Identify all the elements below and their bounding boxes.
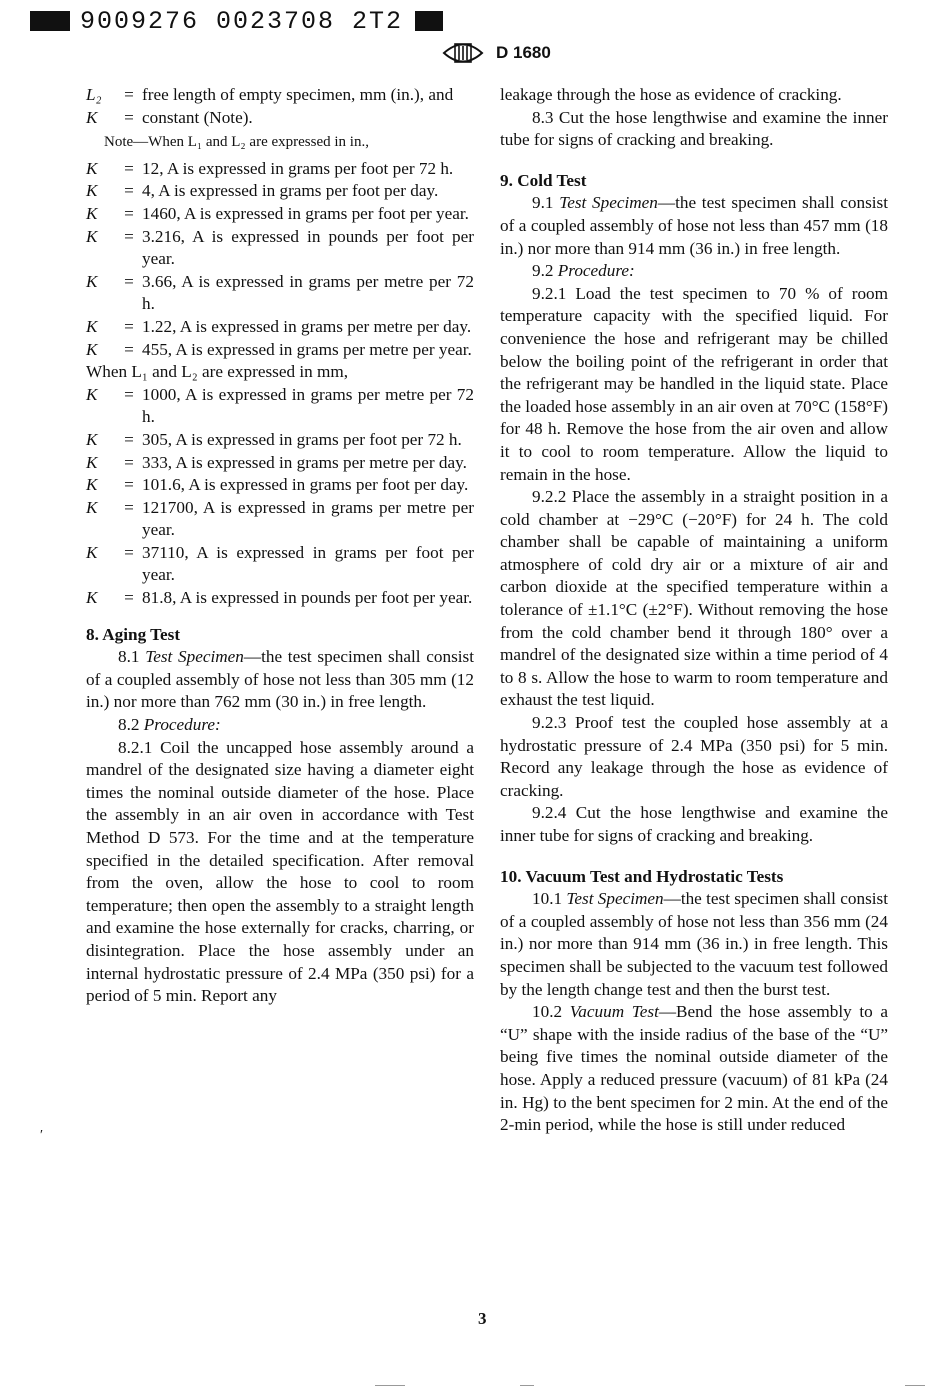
k-constant-row: K = 333, A is expressed in grams per metre per day. bbox=[86, 452, 467, 472]
paragraph-10-2: 10.2 Vacuum Test—Bend the hose assembly to a “U” shape with the inside radius of the base of the “U” being five times the nominal outside diameter of the hose. Apply a reduced pressure (vacuum) of 81 kPa (24 in. Hg) to the bent specimen for 2 min. At the end of the 2-min period, while the hose is still under reduced bbox=[500, 1002, 888, 1135]
k-constant-row: K = 1000, A is expressed in grams per metre per 72 h. bbox=[86, 384, 474, 427]
scan-smudge bbox=[905, 1385, 925, 1386]
paragraph-9-2: 9.2 Procedure: bbox=[532, 261, 635, 281]
barcode-text: 9009276 0023708 2T2 bbox=[80, 6, 404, 36]
section-heading-aging-test: 8. Aging Test bbox=[86, 624, 181, 644]
scan-smudge bbox=[375, 1385, 405, 1386]
astm-logo-icon bbox=[440, 38, 486, 68]
margin-mark: ′ bbox=[40, 1128, 44, 1143]
k-constant-row: K = 3.66, A is expressed in grams per metre per 72 h. bbox=[86, 271, 474, 314]
k-constant-row: K = 305, A is expressed in grams per foot per 72 h. bbox=[86, 429, 462, 449]
k-constant-row: K = 121700, A is expressed in grams per metre per year. bbox=[86, 497, 474, 540]
paragraph-8-3: 8.3 Cut the hose lengthwise and examine the inner tube for signs of cracking and breaking. bbox=[500, 107, 888, 150]
paragraph-8-2-1: 8.2.1 Coil the uncapped hose assembly around a mandrel of the designated size having a diameter eight times the nominal outside diameter of the hose. Place the assembly in an air oven in accordance with Test Method D 573. For the time and at the temperature specified in the detailed specification. After removal from the oven, allow the hose to cool to room temperature; then open the assembly to a straight length and examine the hose externally for cracks, charring, or disintegration. Place the hose assembly under an internal hydrostatic pressure of 2.4 MPa (350 psi) for a period of 5 min. Report any bbox=[86, 737, 474, 1006]
paragraph-9-2-1: 9.2.1 Load the test specimen to 70 % of room temperature capacity with the specified liquid. For convenience the hose and refrigerant may be chilled below the boiling point of the refrigerant in order that the refrigerant may be handled in the liquid state. Place the loaded hose assembly in an air oven at 70°C (158°F) for 48 h. Remove the hose from the air oven and allow it to cool to room temperature. Allow the liquid to remain in the hose. bbox=[500, 283, 888, 484]
section-heading-cold-test: 9. Cold Test bbox=[500, 170, 587, 190]
k-constant-row: K = 101.6, A is expressed in grams per foot per day. bbox=[86, 475, 469, 495]
k-constant-row: K = 12, A is expressed in grams per foot per 72 h. bbox=[86, 158, 454, 178]
page-header bbox=[440, 38, 551, 68]
barcode-block-right bbox=[415, 11, 443, 31]
left-column bbox=[86, 84, 474, 1008]
k-constant-row: K = 455, A is expressed in grams per metre per year. bbox=[86, 339, 472, 359]
paragraph-9-2-2: 9.2.2 Place the assembly in a straight position in a cold chamber at −29°C (−20°F) for 24 h. The cold chamber shall be capable of maintaining a uniform atmosphere of cold dry air or a mixture of air and carbon dioxide at the specified temperature within a tolerance of ±1.1°C (±2°F). Without removing the hose from the cold chamber bend it through 180° over a mandrel of the designated size within a time period of 4 to 8 s. Allow the hose to warm to room temperature and exhaust the test liquid. bbox=[500, 487, 888, 710]
paragraph-continuation: leakage through the hose as evidence of cracking. bbox=[500, 85, 842, 104]
k-constant-row: K = 4, A is expressed in grams per foot per day. bbox=[86, 181, 439, 201]
scan-smudge bbox=[520, 1385, 534, 1386]
paragraph-9-2-3: 9.2.3 Proof test the coupled hose assembly at a hydrostatic pressure of 2.4 MPa (350 psi) for 5 min. Record any leakage through the hose as evidence of cracking. bbox=[500, 713, 888, 800]
section-heading-vacuum-test: 10. Vacuum Test and Hydrostatic Tests bbox=[500, 866, 784, 886]
barcode-block-left bbox=[30, 11, 70, 31]
k-constant-row: K = 3.216, A is expressed in pounds per foot per year. bbox=[86, 226, 474, 269]
k-constant-row: K = 1.22, A is expressed in grams per metre per day. bbox=[86, 316, 472, 336]
k-constant-row: K = 81.8, A is expressed in pounds per foot per year. bbox=[86, 588, 473, 608]
k-constant-row: K = 1460, A is expressed in grams per foot per year. bbox=[86, 203, 469, 223]
paragraph-8-1: 8.1 Test Specimen—the test specimen shall consist of a coupled assembly of hose not less than 305 mm (12 in.) nor more than 762 mm (30 in.) in free length. bbox=[86, 647, 474, 712]
paragraph-10-1: 10.1 Test Specimen—the test specimen shall consist of a coupled assembly of hose not less than 356 mm (24 in.) nor more than 914 mm (36 in.) in free length. This specimen shall be subjected to the vacuum test followed by the length change test and then the burst test. bbox=[500, 889, 888, 999]
variable-definition: K = constant (Note). bbox=[86, 107, 253, 127]
page-number: 3 bbox=[478, 1309, 487, 1328]
units-note: Note—When L₁ and L₂ are expressed in in., bbox=[104, 134, 369, 151]
mm-intro: When L₁ and L₂ are expressed in mm, bbox=[86, 362, 349, 382]
paragraph-9-1: 9.1 Test Specimen—the test specimen shall consist of a coupled assembly of hose not less than 457 mm (18 in.) nor more than 914 mm (36 in.) in free length. bbox=[500, 193, 888, 258]
paragraph-9-2-4: 9.2.4 Cut the hose lengthwise and examine the inner tube for signs of cracking and breaking. bbox=[500, 803, 888, 845]
variable-definition: L₂ = free length of empty specimen, mm (in.), and bbox=[86, 85, 454, 104]
document-designation: D 1680 bbox=[496, 43, 551, 62]
barcode-strip bbox=[30, 8, 443, 34]
paragraph-8-2: 8.2 Procedure: bbox=[118, 715, 221, 735]
k-constant-row: K = 37110, A is expressed in grams per foot per year. bbox=[86, 542, 474, 585]
right-column bbox=[500, 84, 888, 1137]
